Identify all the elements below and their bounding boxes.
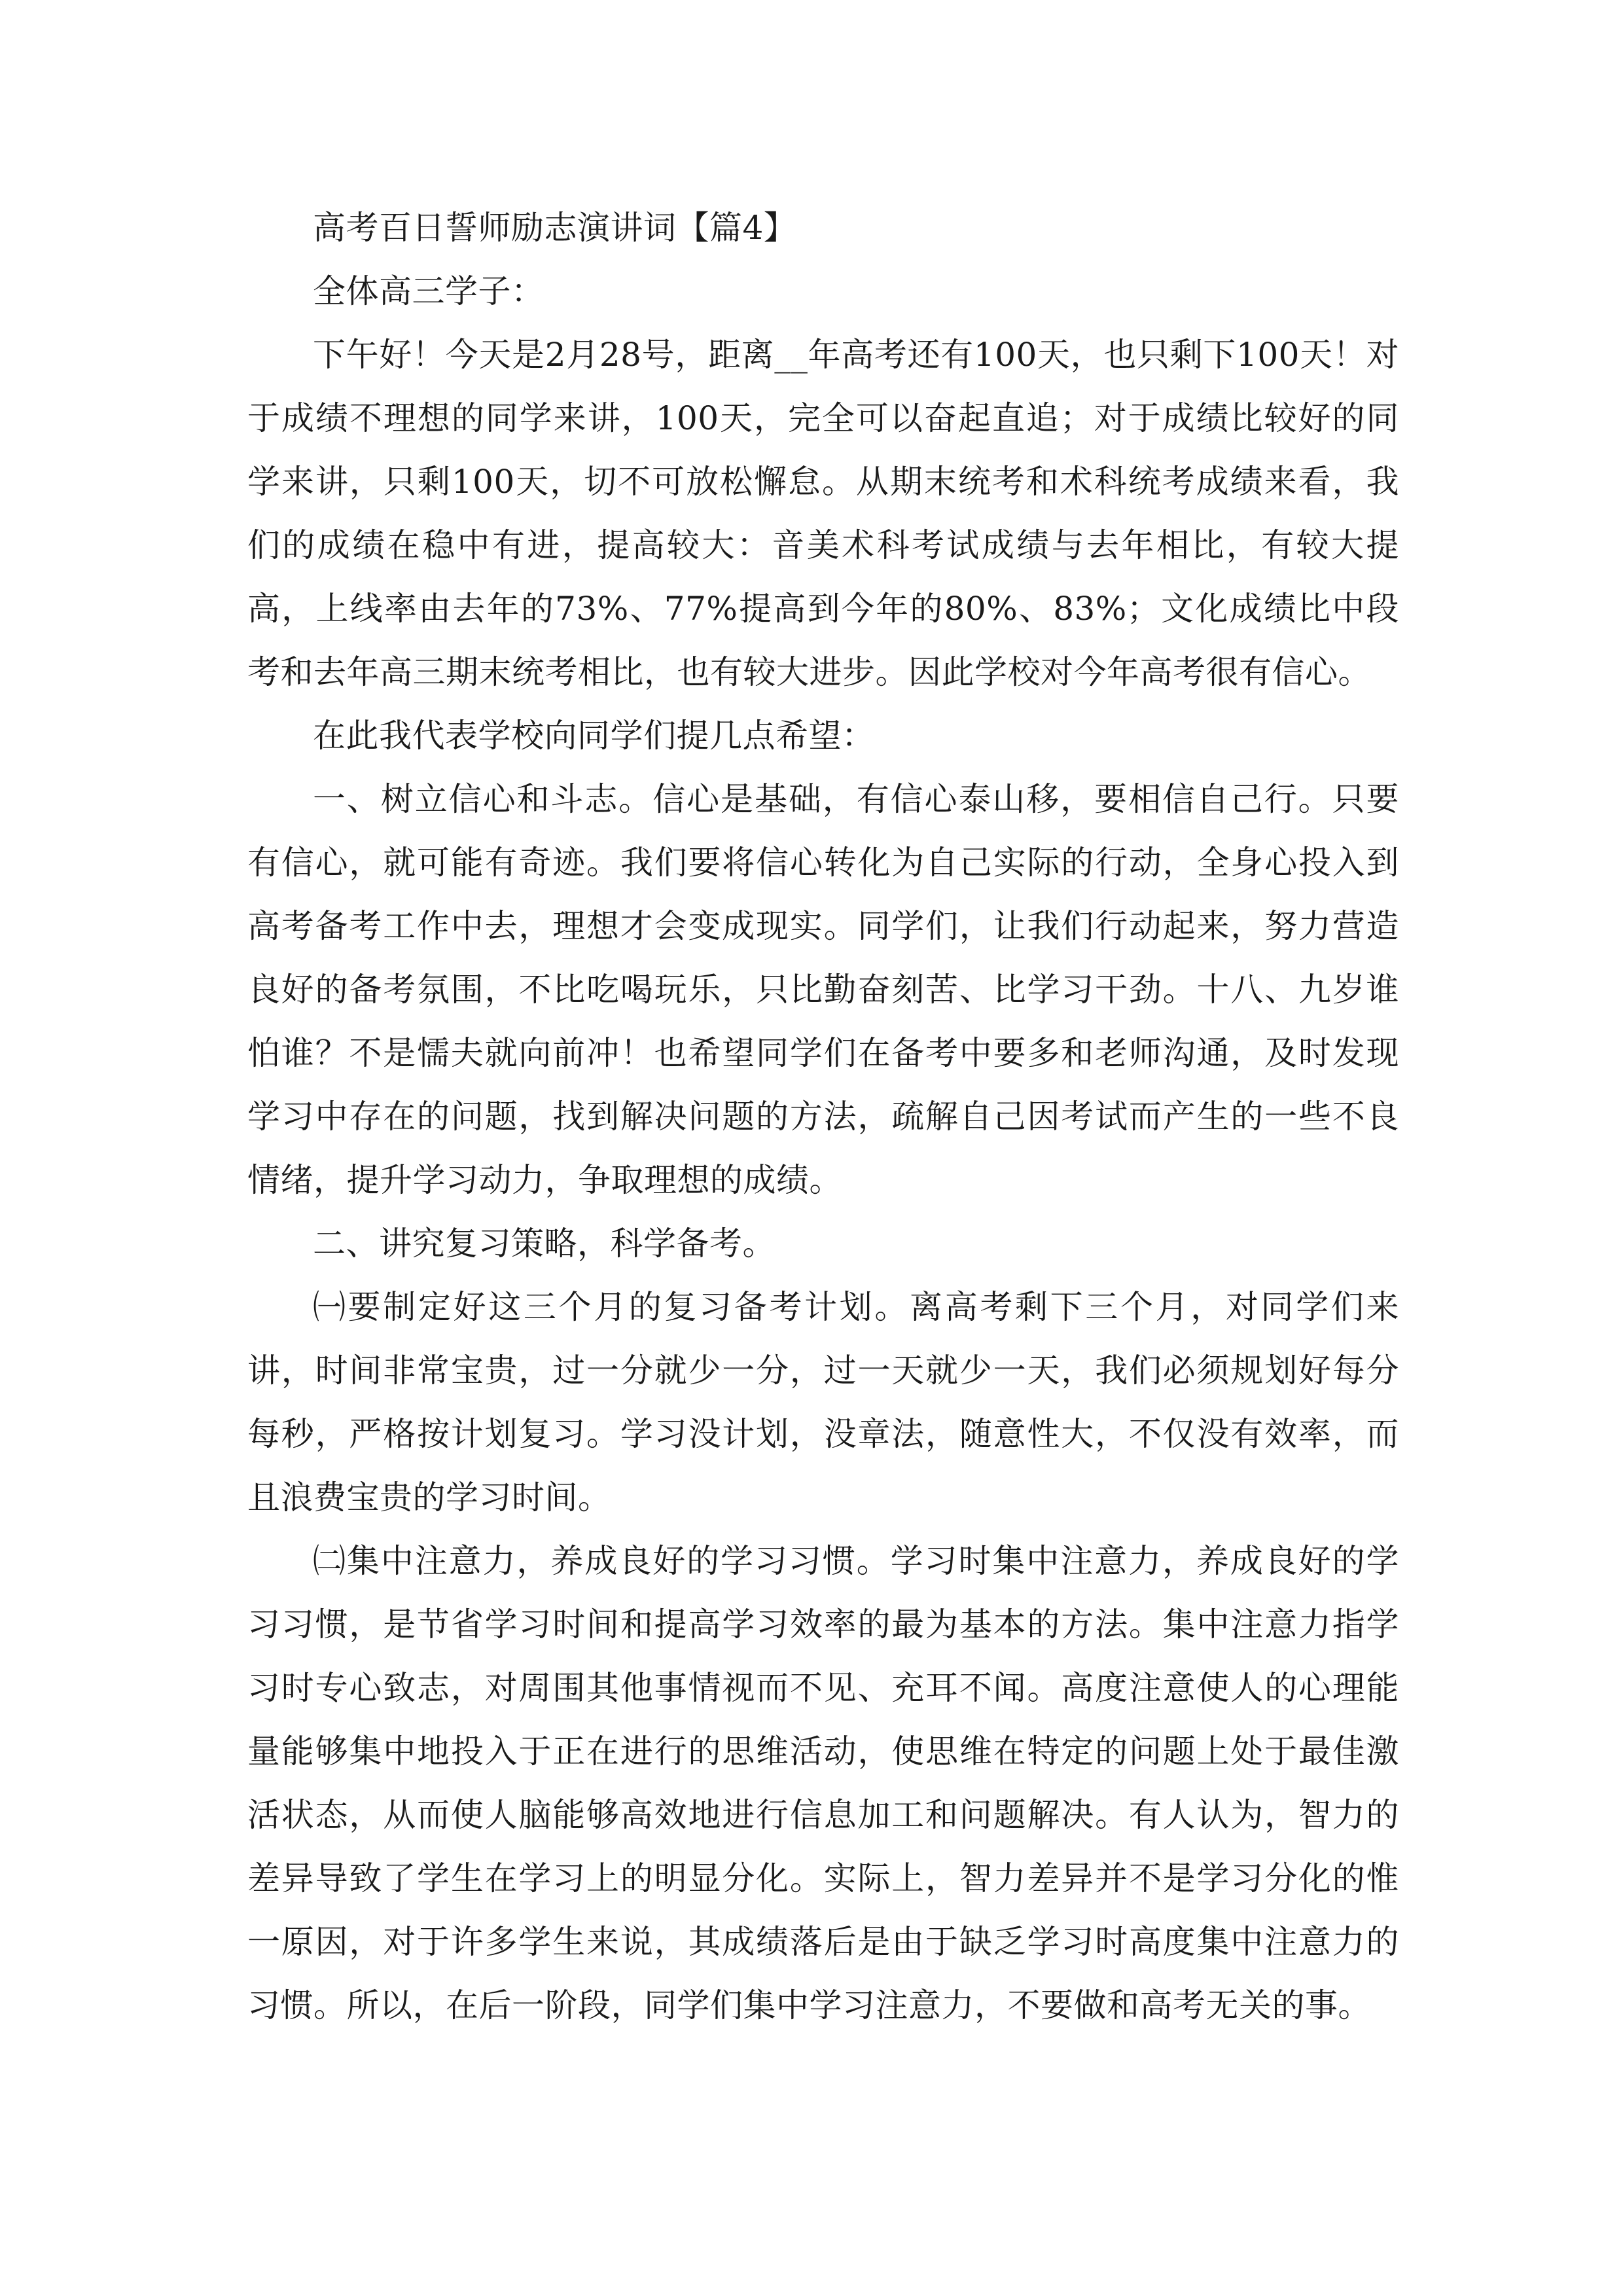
document-page: [247, 196, 1399, 2037]
paragraph-hopes-intro: 在此我代表学校向同学们提几点希望：: [313, 717, 875, 755]
greeting: 全体高三学子：: [313, 272, 544, 310]
document-title: 高考百日誓师励志演讲词【篇4】: [313, 209, 797, 247]
paragraph-point-one: 一、树立信心和斗志。信心是基础，有信心泰山移，要相信自己行。只要有信心，就可能有奇迹。我们要将信心转化为自己实际的行动，全身心投入到高考备考工作中去，理想才会变成现实。同学们，让我们行动起来，努力营造良好的备考氛围，不比吃喝玩乐，只比勤奋刻苦、比学习干劲。十八、九岁谁怕谁？不是懦夫就向前冲！也希望同学们在备考中要多和老师沟通，及时发现学习中存在的问题，找到解决问题的方法，疏解自己因考试而产生的一些不良情绪，提升学习动力，争取理想的成绩。: [247, 780, 1399, 1199]
paragraph-point-two: 二、讲究复习策略，科学备考。: [313, 1225, 776, 1263]
paragraph-subpoint-one: ㈠要制定好这三个月的复习备考计划。离高考剩下三个月，对同学们来讲，时间非常宝贵，过一分就少一分，过一天就少一天，我们必须规划好每分每秒，严格按计划复习。学习没计划，没章法，随意性大，不仅没有效率，而且浪费宝贵的学习时间。: [247, 1288, 1399, 1516]
paragraph-opening: 下午好！今天是2月28号，距离__年高考还有100天，也只剩下100天！对于成绩不理想的同学来讲，100天，完全可以奋起直追；对于成绩比较好的同学来讲，只剩100天，切不可放松懈怠。从期末统考和术科统考成绩来看，我们的成绩在稳中有进，提高较大：音美术科考试成绩与去年相比，有较大提高，上线率由去年的73%、77%提高到今年的80%、83%；文化成绩比中段考和去年高三期末统考相比，也有较大进步。因此学校对今年高考很有信心。: [247, 336, 1399, 691]
paragraph-subpoint-two: ㈡集中注意力，养成良好的学习习惯。学习时集中注意力，养成良好的学习习惯，是节省学习时间和提高学习效率的最为基本的方法。集中注意力指学习时专心致志，对周围其他事情视而不见、充耳不闻。高度注意使人的心理能量能够集中地投入于正在进行的思维活动，使思维在特定的问题上处于最佳激活状态，从而使人脑能够高效地进行信息加工和问题解决。有人认为，智力的差异导致了学生在学习上的明显分化。实际上，智力差异并不是学习分化的惟一原因，对于许多学生来说，其成绩落后是由于缺乏学习时高度集中注意力的习惯。所以，在后一阶段，同学们集中学习注意力，不要做和高考无关的事。: [247, 1542, 1399, 2024]
